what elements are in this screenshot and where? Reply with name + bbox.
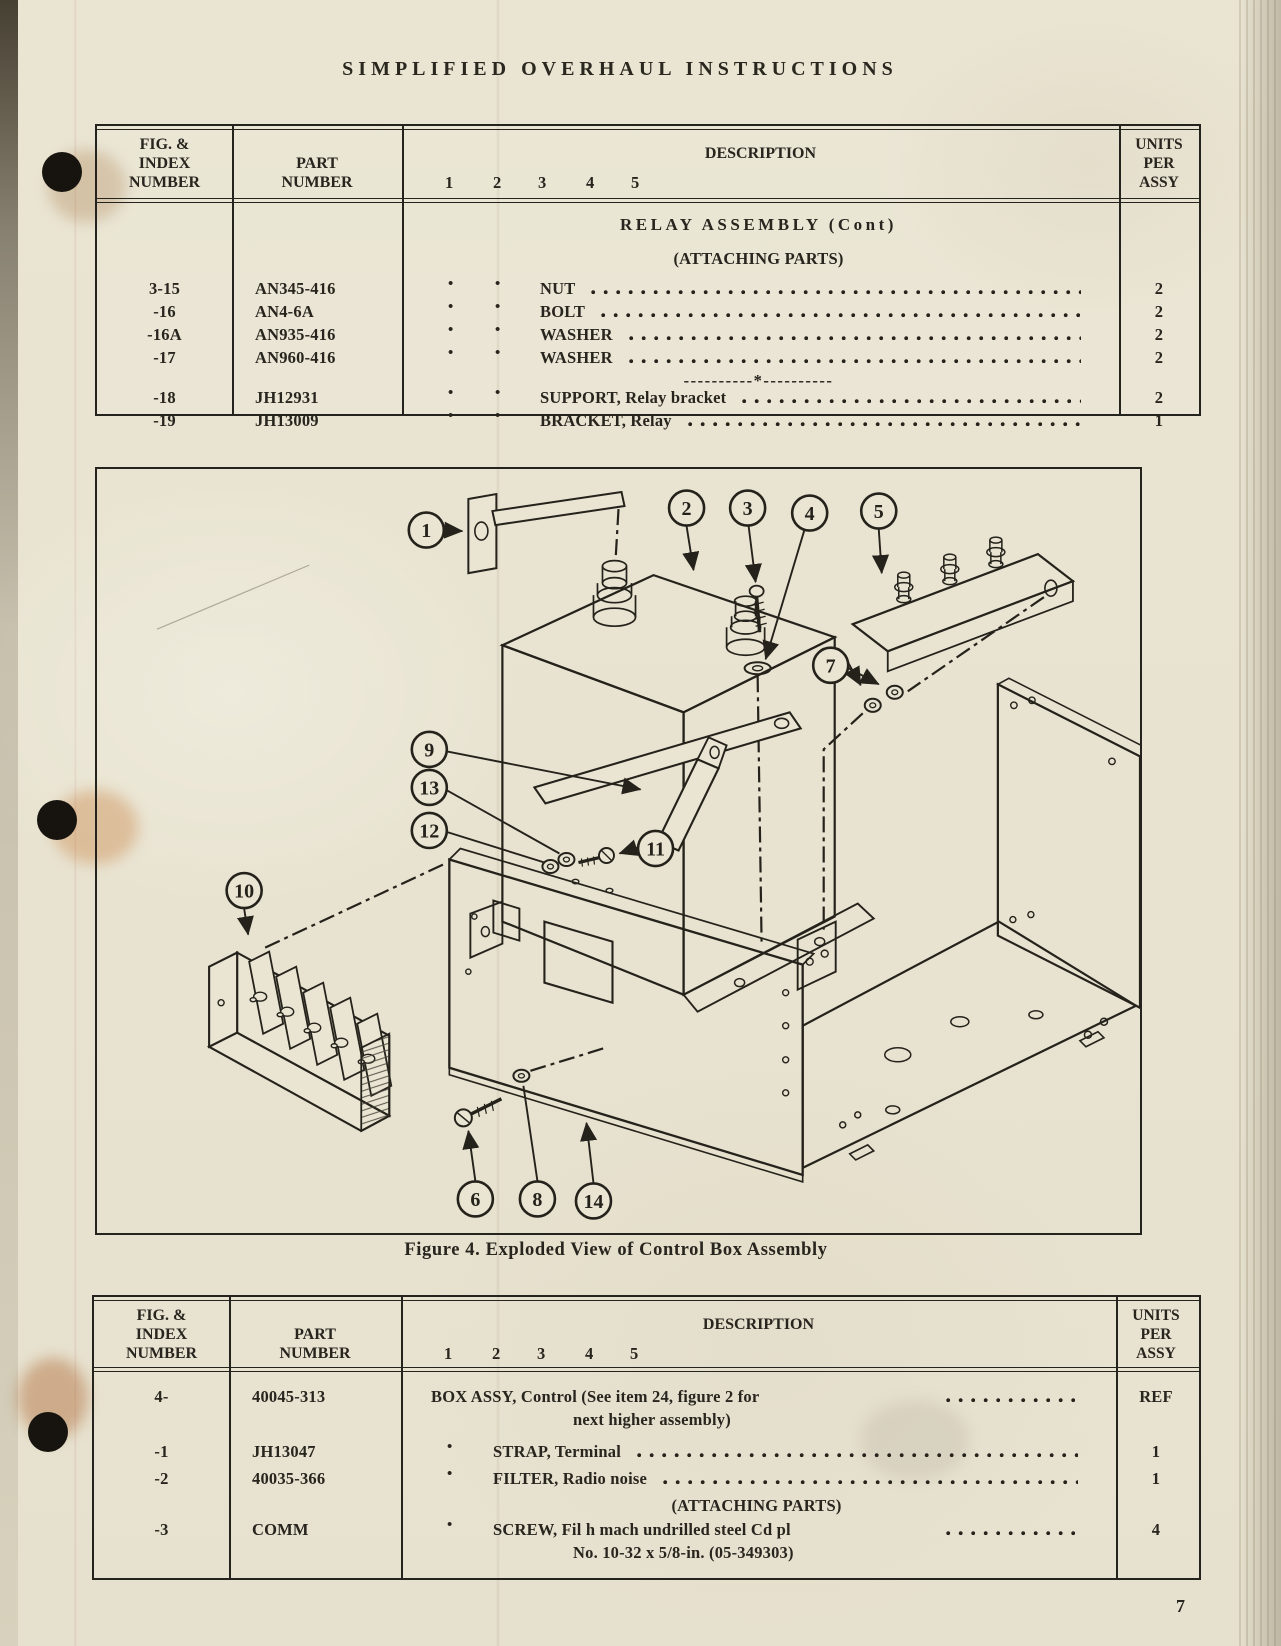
- radio-noise-filter-art: [824, 537, 1073, 930]
- callout-14: [576, 1183, 611, 1218]
- exploded-view-drawing: [97, 469, 1140, 1233]
- part-number-cell: AN935-416: [255, 325, 336, 344]
- header-line: DESCRIPTION: [704, 145, 817, 162]
- table-row: [97, 371, 1199, 388]
- description-line: [402, 299, 1115, 322]
- header-line: ASSY: [1139, 174, 1179, 191]
- indent-level-number: 3: [537, 1344, 546, 1363]
- callout-number: 4: [804, 503, 815, 526]
- callout-number: 11: [646, 838, 665, 861]
- description-line: [402, 345, 1115, 368]
- part-number-header: [229, 1297, 401, 1363]
- indent-bullet: •: [448, 276, 454, 292]
- description-cell: [401, 1439, 1116, 1469]
- center-line: [615, 509, 618, 561]
- description-cell: [402, 408, 1119, 434]
- callout-number: 14: [583, 1190, 604, 1213]
- units-cell: 4: [1151, 1520, 1161, 1539]
- callout-12: [412, 813, 447, 848]
- indent-bullet: •: [495, 385, 501, 401]
- dot-leader: [663, 1480, 1078, 1485]
- units-cell: 1: [1151, 1442, 1161, 1461]
- header-separator: [97, 198, 1199, 203]
- description-cell: [402, 322, 1119, 348]
- callout-number: 7: [825, 655, 836, 678]
- scan-scratch: [157, 565, 309, 629]
- description-text: SUPPORT, Relay bracket: [540, 388, 727, 407]
- units-cell: 2: [1154, 325, 1164, 344]
- header-line: NUMBER: [125, 1345, 198, 1362]
- callout-number: 6: [470, 1188, 481, 1211]
- description-line: [401, 1517, 1112, 1540]
- indent-level-number: 4: [585, 1344, 594, 1363]
- callout-7: [813, 648, 848, 683]
- part-number-cell: AN4-6A: [255, 302, 314, 321]
- callout-number: 5: [873, 501, 884, 524]
- indent-level-number: 2: [493, 173, 502, 192]
- header-line: NUMBER: [281, 174, 353, 191]
- table-row: [94, 1496, 1199, 1520]
- fig-index-header: [97, 126, 232, 192]
- callout-10: [227, 873, 262, 908]
- fig-index-cell: -18: [153, 388, 176, 407]
- description-line: [402, 408, 1115, 431]
- fig-index-cell: [94, 1496, 229, 1520]
- units-header: [1119, 126, 1199, 192]
- header-line: FIG. &: [139, 136, 190, 153]
- fig-index-cell: -16A: [147, 325, 182, 344]
- header-line: ASSY: [1136, 1345, 1176, 1362]
- units-cell: 2: [1154, 302, 1164, 321]
- fig-index-cell: [97, 215, 232, 249]
- dot-leader: [629, 336, 1081, 341]
- part-number-cell: 40045-313: [252, 1387, 326, 1406]
- indent-bullet: •: [495, 322, 501, 338]
- units-cell: 2: [1154, 279, 1164, 298]
- description-line2: next higher assembly): [573, 1410, 731, 1429]
- description-text: BRACKET, Relay: [540, 411, 672, 430]
- indent-bullet: •: [495, 276, 501, 292]
- callout-number: 12: [419, 820, 440, 843]
- table-row: [94, 1373, 1199, 1442]
- description-text: WASHER: [540, 325, 613, 344]
- header-line: FIG. &: [136, 1307, 187, 1324]
- dot-leader: [946, 1398, 1078, 1403]
- indent-bullet: •: [448, 345, 454, 361]
- description-header: [402, 126, 1119, 192]
- indent-level-number: 5: [631, 173, 640, 192]
- fig-index-cell: -19: [153, 411, 176, 430]
- units-cell: [1116, 1496, 1196, 1520]
- callout-5: [861, 494, 896, 529]
- indent-bullet: •: [448, 408, 454, 424]
- table-row: [97, 276, 1199, 302]
- callout-6: [458, 1181, 493, 1216]
- callout-13: [412, 770, 447, 805]
- table-row: [97, 299, 1199, 325]
- indent-bullet: •: [447, 1466, 453, 1482]
- callout-11: [638, 831, 673, 866]
- part-number-cell: [232, 249, 402, 279]
- description-text: FILTER, Radio noise: [493, 1469, 648, 1488]
- units-header: [1116, 1297, 1196, 1363]
- indent-level-number: 5: [630, 1344, 639, 1363]
- header-line: NUMBER: [128, 174, 201, 191]
- dot-leader: [742, 399, 1081, 404]
- header-line: PER: [1140, 1326, 1172, 1343]
- indent-level-numbers: [401, 1344, 1116, 1364]
- callout-number: 10: [234, 880, 255, 903]
- section-heading: RELAY ASSEMBLY (Cont): [620, 215, 897, 234]
- header-line: INDEX: [135, 1326, 188, 1343]
- description-header: [401, 1297, 1116, 1363]
- table-row: [94, 1466, 1199, 1496]
- description-text: SCREW, Fil h mach undrilled steel Cd pl: [493, 1520, 791, 1539]
- description-cell: [402, 345, 1119, 371]
- description-text: BOLT: [540, 302, 586, 321]
- hole-punch: [28, 1412, 68, 1452]
- header-line: DESCRIPTION: [702, 1316, 815, 1333]
- header-line: INDEX: [138, 155, 191, 172]
- description-line: [402, 385, 1115, 408]
- part-number-cell: COMM: [252, 1520, 309, 1539]
- callout-number: 1: [421, 520, 432, 543]
- part-number-cell: JH13047: [252, 1442, 316, 1461]
- fig-index-cell: -17: [153, 348, 176, 367]
- parts-group-separator: ----------*----------: [683, 371, 834, 390]
- part-number-cell: JH13009: [255, 411, 319, 430]
- callout-number: 8: [532, 1188, 543, 1211]
- dot-leader: [946, 1531, 1078, 1536]
- part-number-cell: JH12931: [255, 388, 319, 407]
- units-cell: 2: [1154, 348, 1164, 367]
- indent-bullet: •: [495, 345, 501, 361]
- callout-9: [412, 732, 447, 767]
- fig-index-header: [94, 1297, 229, 1363]
- fig-index-cell: -2: [154, 1469, 169, 1488]
- part-number-cell: [229, 1496, 401, 1520]
- description-cell: [401, 1387, 1116, 1442]
- page-title: SIMPLIFIED OVERHAUL INSTRUCTIONS: [342, 58, 898, 80]
- description-line: [402, 322, 1115, 345]
- header-line: NUMBER: [279, 1345, 351, 1362]
- description-text: BOX ASSY, Control (See item 24, figure 2 for: [431, 1387, 760, 1406]
- header-line: PART: [294, 1326, 336, 1343]
- dot-leader: [629, 359, 1081, 364]
- description-text: STRAP, Terminal: [493, 1442, 622, 1461]
- table-row: [97, 408, 1199, 434]
- callout-number: 3: [742, 498, 753, 521]
- table-row: [97, 204, 1199, 249]
- part-number-cell: 40035-366: [252, 1469, 326, 1488]
- description-line: [401, 1439, 1112, 1462]
- indent-bullet: •: [448, 322, 454, 338]
- indent-level-number: 4: [586, 173, 595, 192]
- header-line: UNITS: [1132, 1307, 1180, 1324]
- description-cell: [402, 385, 1119, 411]
- units-cell: 2: [1154, 388, 1164, 407]
- header-separator: [94, 1367, 1199, 1372]
- figure-caption: Figure 4. Exploded View of Control Box Assembly: [404, 1240, 828, 1260]
- callout-4: [792, 496, 827, 531]
- description-cell: [401, 1517, 1116, 1575]
- indent-bullet: •: [447, 1517, 453, 1533]
- relay-box-art: [470, 561, 873, 1012]
- fig-index-cell: -3: [154, 1520, 169, 1539]
- callout-number: 9: [424, 739, 435, 762]
- attaching-parts-heading: (ATTACHING PARTS): [673, 249, 844, 268]
- description-line: [401, 1466, 1112, 1489]
- fig-index-cell: 4-: [154, 1387, 169, 1406]
- hole-punch: [37, 800, 77, 840]
- indent-bullet: •: [495, 299, 501, 315]
- attaching-parts-heading: (ATTACHING PARTS): [671, 1496, 842, 1515]
- description-cell: [401, 1466, 1116, 1496]
- fig-index-cell: -1: [154, 1442, 169, 1461]
- table-row: [97, 345, 1199, 371]
- part-number-cell: [232, 215, 402, 249]
- description-cell: [402, 299, 1119, 325]
- dot-leader: [601, 313, 1081, 318]
- units-cell: 1: [1151, 1469, 1161, 1488]
- description-text: WASHER: [540, 348, 613, 367]
- part-number-header: [232, 126, 402, 192]
- callout-3: [730, 491, 765, 526]
- part-number-cell: AN345-416: [255, 279, 336, 298]
- units-cell: REF: [1139, 1387, 1173, 1406]
- fig-index-cell: [97, 249, 232, 279]
- relay-assembly-parts-table: [95, 124, 1201, 430]
- relay-bracket-art: [468, 492, 624, 573]
- table-row: [97, 385, 1199, 411]
- page-number: 7: [1176, 1596, 1185, 1616]
- callout-1: [409, 513, 444, 548]
- header-line: PER: [1143, 155, 1175, 172]
- description-line: [401, 1387, 1112, 1407]
- table-row: [97, 322, 1199, 348]
- fig-index-cell: -16: [153, 302, 176, 321]
- description-text: NUT: [540, 279, 576, 298]
- callout-8: [520, 1181, 555, 1216]
- scan-left-edge: [0, 0, 18, 1646]
- description-cell: [402, 276, 1119, 302]
- part-number-cell: AN960-416: [255, 348, 336, 367]
- control-box-parts-table: [92, 1295, 1201, 1580]
- header-line: UNITS: [1135, 136, 1183, 153]
- description-line: [402, 276, 1115, 299]
- indent-level-number: 3: [538, 173, 547, 192]
- indent-level-number: 1: [444, 1344, 453, 1363]
- hole-punch: [42, 152, 82, 192]
- dot-leader: [637, 1453, 1078, 1458]
- table-row: [94, 1439, 1199, 1469]
- indent-bullet: •: [448, 385, 454, 401]
- indent-bullet: •: [447, 1439, 453, 1455]
- table-row: [94, 1517, 1199, 1575]
- figure-4-frame: [95, 467, 1142, 1235]
- table-row: [97, 249, 1199, 279]
- callout-2: [669, 491, 704, 526]
- callout-number: 2: [681, 498, 692, 521]
- scan-right-edge: [1239, 0, 1281, 1646]
- control-box-chassis-art: [449, 678, 1140, 1182]
- callout-number: 13: [419, 777, 440, 800]
- dot-leader: [688, 422, 1081, 427]
- indent-bullet: •: [495, 408, 501, 424]
- indent-bullet: •: [448, 299, 454, 315]
- fig-index-cell: 3-15: [148, 279, 181, 298]
- units-cell: [1119, 215, 1199, 249]
- units-cell: [1119, 249, 1199, 279]
- units-cell: 1: [1154, 411, 1164, 430]
- indent-level-number: 2: [492, 1344, 501, 1363]
- indent-level-numbers: [402, 173, 1119, 193]
- description-line2: No. 10-32 x 5/8-in. (05-349303): [573, 1543, 794, 1562]
- header-line: PART: [296, 155, 338, 172]
- dot-leader: [591, 290, 1081, 295]
- indent-level-number: 1: [445, 173, 454, 192]
